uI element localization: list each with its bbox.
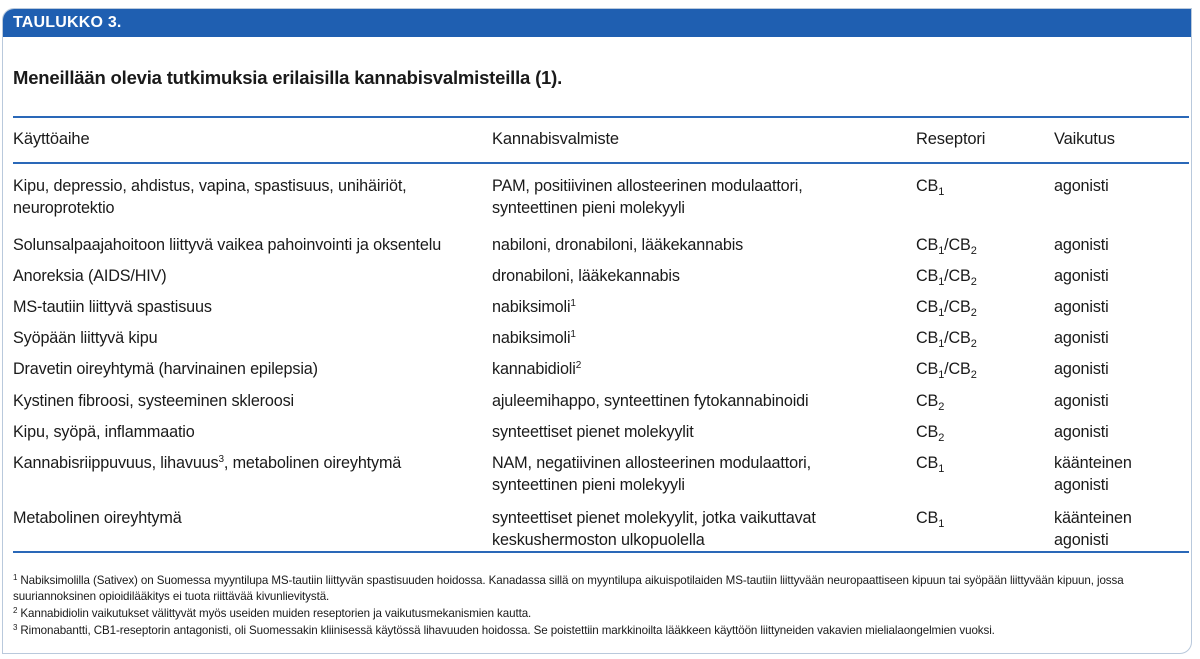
footnote-number: 1 bbox=[13, 573, 18, 582]
effect-cell bbox=[1054, 421, 1109, 443]
preparation-text: PAM, positiivinen allosteerinen modulaattori, bbox=[492, 177, 803, 195]
preparation-text: synteettiset pienet molekyylit, jotka vaikuttavat bbox=[492, 509, 816, 527]
preparation-text: keskushermoston ulkopuolella bbox=[492, 531, 705, 549]
footnote-text: suuriannoksinen opioidilääkitys ei tuota riittävää kivunlievitystä. bbox=[13, 590, 330, 603]
footnote-text: Rimonabantti, CB1-reseptorin antagonisti, oli Suomessakin kliinisessä käytössä lihavuuden hoidossa. Se poistettiin markkinoilta lääkkeen käyttöön liittyneiden vakavien mielialaongelmien vuoksi. bbox=[20, 624, 995, 637]
preparation-cell bbox=[492, 452, 811, 496]
bottom-rule bbox=[13, 551, 1189, 553]
receptor-subscript: 2 bbox=[970, 245, 977, 257]
receptor-cell bbox=[916, 265, 977, 287]
receptor-base: CB bbox=[948, 360, 971, 378]
receptor-base: CB bbox=[916, 392, 939, 410]
indication-text: MS-tautiin liittyvä spastisuus bbox=[13, 298, 212, 316]
indication-text: Kipu, syöpä, inflammaatio bbox=[13, 423, 195, 441]
indication-cell bbox=[13, 296, 212, 318]
footnote-ref: 3 bbox=[218, 454, 224, 465]
effect-cell bbox=[1054, 296, 1109, 318]
footnote-ref: 1 bbox=[570, 298, 576, 309]
effect-text: agonisti bbox=[1054, 423, 1109, 441]
footnote-text: Kannabidiolin vaikutukset välittyvät myös useiden muiden reseptorien ja vaikutusmekanismien kautta. bbox=[20, 607, 532, 620]
receptor-base: CB bbox=[916, 177, 939, 195]
receptor-subscript: 2 bbox=[970, 369, 977, 381]
indication-text: Kipu, depressio, ahdistus, vapina, spastisuus, unihäiriöt, bbox=[13, 177, 407, 195]
preparation-cell bbox=[492, 234, 743, 256]
receptor-cell bbox=[916, 327, 977, 349]
effect-text: agonisti bbox=[1054, 360, 1109, 378]
receptor-cell bbox=[916, 390, 944, 412]
indication-text: Kannabisriippuvuus, lihavuus bbox=[13, 454, 219, 472]
table-label-band bbox=[3, 9, 1191, 37]
table-label: TAULUKKO 3. bbox=[13, 14, 122, 31]
effect-text: agonisti bbox=[1054, 236, 1109, 254]
receptor-subscript: 2 bbox=[970, 307, 977, 319]
indication-cell bbox=[13, 452, 401, 474]
preparation-cell bbox=[492, 265, 680, 287]
preparation-text: NAM, negatiivinen allosteerinen modulaattori, bbox=[492, 454, 811, 472]
footnote-item bbox=[13, 623, 995, 639]
effect-cell bbox=[1054, 507, 1132, 551]
receptor-subscript: 1 bbox=[938, 276, 945, 288]
footnote-ref: 2 bbox=[575, 360, 582, 371]
receptor-subscript: 1 bbox=[938, 307, 945, 319]
receptor-base: CB bbox=[916, 236, 939, 254]
indication-text: Kystinen fibroosi, systeeminen skleroosi bbox=[13, 392, 295, 410]
receptor-cell bbox=[916, 234, 977, 256]
receptor-base: CB bbox=[916, 423, 939, 441]
effect-cell bbox=[1054, 234, 1109, 256]
receptor-base: CB bbox=[948, 267, 971, 285]
receptor-subscript: 1 bbox=[938, 369, 945, 381]
effect-text: agonisti bbox=[1054, 531, 1109, 549]
receptor-cell bbox=[916, 175, 944, 197]
column-header-receptor: Reseptori bbox=[916, 130, 986, 148]
preparation-cell bbox=[492, 327, 576, 349]
effect-cell bbox=[1054, 390, 1109, 412]
receptor-cell bbox=[916, 358, 977, 380]
preparation-text: nabiksimoli bbox=[492, 329, 571, 347]
footnote-item bbox=[13, 606, 531, 622]
receptor-subscript: 2 bbox=[970, 276, 977, 288]
column-header-preparation: Kannabisvalmiste bbox=[492, 130, 619, 148]
receptor-subscript: 2 bbox=[938, 401, 945, 413]
receptor-separator: / bbox=[944, 360, 949, 378]
table-title: Meneillään olevia tutkimuksia erilaisilla kannabisvalmisteilla (1). bbox=[13, 67, 563, 88]
preparation-text: kannabidioli bbox=[492, 360, 576, 378]
indication-cell bbox=[13, 358, 318, 380]
indication-text: , metabolinen oireyhtymä bbox=[223, 454, 402, 472]
header-rule bbox=[13, 162, 1189, 164]
footnote-ref: 1 bbox=[570, 329, 576, 340]
indication-text: Solunsalpaajahoitoon liittyvä vaikea pahoinvointi ja oksentelu bbox=[13, 236, 442, 254]
effect-cell bbox=[1054, 452, 1132, 496]
receptor-base: CB bbox=[948, 236, 971, 254]
receptor-subscript: 2 bbox=[938, 432, 945, 444]
receptor-base: CB bbox=[916, 509, 939, 527]
effect-text: käänteinen bbox=[1054, 454, 1132, 472]
top-rule bbox=[13, 116, 1189, 118]
receptor-subscript: 1 bbox=[938, 518, 945, 530]
indication-cell bbox=[13, 390, 294, 412]
effect-cell bbox=[1054, 327, 1109, 349]
table-card bbox=[2, 8, 1192, 654]
effect-text: agonisti bbox=[1054, 177, 1109, 195]
preparation-text: nabiloni, dronabiloni, lääkekannabis bbox=[492, 236, 744, 254]
receptor-base: CB bbox=[916, 298, 939, 316]
receptor-base: CB bbox=[916, 454, 939, 472]
effect-text: agonisti bbox=[1054, 392, 1109, 410]
effect-cell bbox=[1054, 175, 1109, 197]
effect-cell bbox=[1054, 358, 1109, 380]
indication-text: Syöpään liittyvä kipu bbox=[13, 329, 158, 347]
indication-text: neuroprotektio bbox=[13, 199, 115, 217]
indication-cell bbox=[13, 507, 182, 529]
preparation-cell bbox=[492, 390, 808, 412]
preparation-text: nabiksimoli bbox=[492, 298, 571, 316]
receptor-cell bbox=[916, 421, 944, 443]
indication-text: Anoreksia (AIDS/HIV) bbox=[13, 267, 167, 285]
preparation-text: synteettinen pieni molekyyli bbox=[492, 476, 685, 494]
indication-cell bbox=[13, 265, 167, 287]
preparation-cell bbox=[492, 507, 816, 551]
receptor-separator: / bbox=[944, 236, 949, 254]
indication-cell bbox=[13, 175, 407, 219]
receptor-base: CB bbox=[916, 267, 939, 285]
effect-text: agonisti bbox=[1054, 476, 1109, 494]
receptor-subscript: 1 bbox=[938, 338, 945, 350]
footnote-number: 2 bbox=[13, 606, 18, 615]
receptor-base: CB bbox=[948, 329, 971, 347]
effect-text: agonisti bbox=[1054, 298, 1109, 316]
preparation-cell bbox=[492, 358, 581, 380]
effect-text: agonisti bbox=[1054, 329, 1109, 347]
receptor-base: CB bbox=[916, 329, 939, 347]
effect-text: agonisti bbox=[1054, 267, 1109, 285]
preparation-cell bbox=[492, 175, 803, 219]
effect-text: käänteinen bbox=[1054, 509, 1132, 527]
receptor-base: CB bbox=[916, 360, 939, 378]
receptor-cell bbox=[916, 296, 977, 318]
receptor-subscript: 2 bbox=[970, 338, 977, 350]
receptor-separator: / bbox=[944, 329, 949, 347]
column-header-effect: Vaikutus bbox=[1054, 130, 1115, 148]
indication-text: Dravetin oireyhtymä (harvinainen epilepsia) bbox=[13, 360, 318, 378]
receptor-subscript: 1 bbox=[938, 463, 945, 475]
indication-cell bbox=[13, 327, 157, 349]
preparation-text: ajuleemihappo, synteettinen fytokannabinoidi bbox=[492, 392, 809, 410]
receptor-separator: / bbox=[944, 298, 949, 316]
indication-cell bbox=[13, 234, 441, 256]
column-header-indication: Käyttöaihe bbox=[13, 130, 90, 148]
preparation-text: synteettiset pienet molekyylit bbox=[492, 423, 694, 441]
indication-text: Metabolinen oireyhtymä bbox=[13, 509, 182, 527]
receptor-cell bbox=[916, 507, 944, 529]
receptor-subscript: 1 bbox=[938, 186, 945, 198]
receptor-separator: / bbox=[944, 267, 949, 285]
preparation-text: synteettinen pieni molekyyli bbox=[492, 199, 685, 217]
footnote-item bbox=[13, 573, 1124, 605]
footnote-number: 3 bbox=[13, 623, 18, 632]
preparation-cell bbox=[492, 296, 576, 318]
preparation-text: dronabiloni, lääkekannabis bbox=[492, 267, 680, 285]
preparation-cell bbox=[492, 421, 694, 443]
receptor-cell bbox=[916, 452, 944, 474]
effect-cell bbox=[1054, 265, 1109, 287]
indication-cell bbox=[13, 421, 195, 443]
receptor-base: CB bbox=[948, 298, 971, 316]
receptor-subscript: 1 bbox=[938, 245, 945, 257]
footnote-text: Nabiksimolilla (Sativex) on Suomessa myyntilupa MS-tautiin liittyvän spastisuuden hoidossa. Kanadassa sillä on myyntilupa aikuispotilaiden MS-tautiin liittyvään neuropaattiseen kipuun tai syöpään liittyvään kipuun, jossa bbox=[20, 574, 1124, 587]
